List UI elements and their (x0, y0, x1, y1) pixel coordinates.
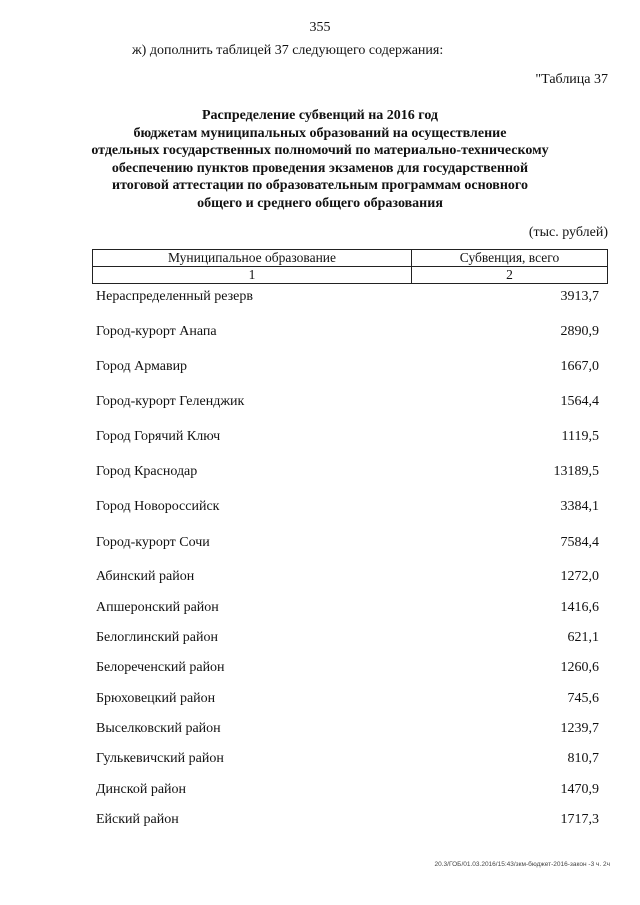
column-number-2: 2 (412, 267, 608, 284)
municipality-name: Нераспределенный резерв (96, 289, 253, 304)
page-number: 355 (309, 20, 331, 35)
table-row (96, 359, 599, 379)
municipality-name: Апшеронский район (96, 600, 219, 615)
subvention-value: 810,7 (567, 751, 599, 766)
municipality-name: Город Краснодар (96, 464, 198, 479)
heading-line: отдельных государственных полномочий по материально-техническому (91, 143, 549, 158)
table-row (96, 812, 599, 832)
table-row (96, 600, 599, 620)
municipality-name: Город-курорт Анапа (96, 324, 217, 339)
subvention-value: 1416,6 (560, 600, 599, 615)
column-header-municipality: Муниципальное образование (93, 250, 412, 267)
municipality-name: Город-курорт Геленджик (96, 394, 245, 409)
table-row (96, 324, 599, 344)
units-note: (тыс. рублей) (528, 225, 608, 240)
table-row (96, 464, 599, 484)
municipality-name: Город Армавир (96, 359, 188, 374)
table-row (96, 691, 599, 711)
table-row (96, 630, 599, 650)
subvention-value: 1239,7 (560, 721, 599, 736)
subvention-value: 745,6 (567, 691, 599, 706)
table-row (96, 499, 599, 519)
municipality-name: Город-курорт Сочи (96, 535, 210, 550)
table-row (96, 535, 599, 555)
subvention-value: 1272,0 (560, 569, 599, 584)
municipality-name: Белореченский район (96, 660, 225, 675)
table-row (96, 429, 599, 449)
table-row (96, 751, 599, 771)
heading-line: итоговой аттестации по образовательным программам основного (112, 178, 528, 193)
document-heading (60, 107, 580, 212)
heading-line: Распределение субвенций на 2016 год (202, 108, 438, 123)
subvention-value: 2890,9 (560, 324, 599, 339)
subvention-value: 621,1 (567, 630, 599, 645)
heading-line: общего и среднего общего образования (197, 195, 443, 211)
municipality-name: Город Горячий Ключ (96, 429, 221, 444)
table-row (96, 394, 599, 414)
document-footer: 20.3/ГОБ/01.03.2016/15:43/зкм-бюджет-2016-закон -3 ч. 2ч (434, 861, 610, 868)
table-row (96, 782, 599, 802)
subvention-value: 1470,9 (560, 782, 599, 797)
column-number-1: 1 (93, 267, 412, 284)
subvention-value: 1119,5 (561, 429, 599, 444)
subvention-value: 7584,4 (560, 535, 599, 550)
table-row (96, 660, 599, 680)
table-row (96, 289, 599, 309)
municipality-name: Брюховецкий район (96, 691, 216, 706)
municipality-name: Ейский район (96, 812, 179, 827)
table-header (92, 249, 608, 284)
municipality-name: Динской район (96, 782, 187, 797)
table-row (96, 721, 599, 741)
municipality-name: Белоглинский район (96, 630, 218, 645)
intro-text: ж) дополнить таблицей 37 следующего содержания: (132, 43, 444, 58)
subvention-value: 1717,3 (560, 812, 599, 827)
subvention-value: 13189,5 (553, 464, 599, 479)
subvention-value: 1564,4 (560, 394, 599, 409)
subvention-value: 3913,7 (560, 289, 599, 304)
municipality-name: Абинский район (96, 569, 195, 584)
municipality-name: Выселковский район (96, 721, 221, 736)
subvention-value: 1667,0 (560, 359, 599, 374)
municipality-name: Гулькевичский район (96, 751, 224, 766)
subvention-value: 3384,1 (560, 499, 599, 514)
heading-line: обеспечению пунктов проведения экзаменов для государственной (111, 160, 529, 176)
column-header-subvention: Субвенция, всего (412, 250, 608, 267)
table-reference: "Таблица 37 (535, 72, 608, 87)
heading-line: бюджетам муниципальных образований на осуществление (133, 125, 507, 141)
table-row (96, 569, 599, 589)
subvention-value: 1260,6 (560, 660, 599, 675)
municipality-name: Город Новороссийск (96, 499, 220, 514)
